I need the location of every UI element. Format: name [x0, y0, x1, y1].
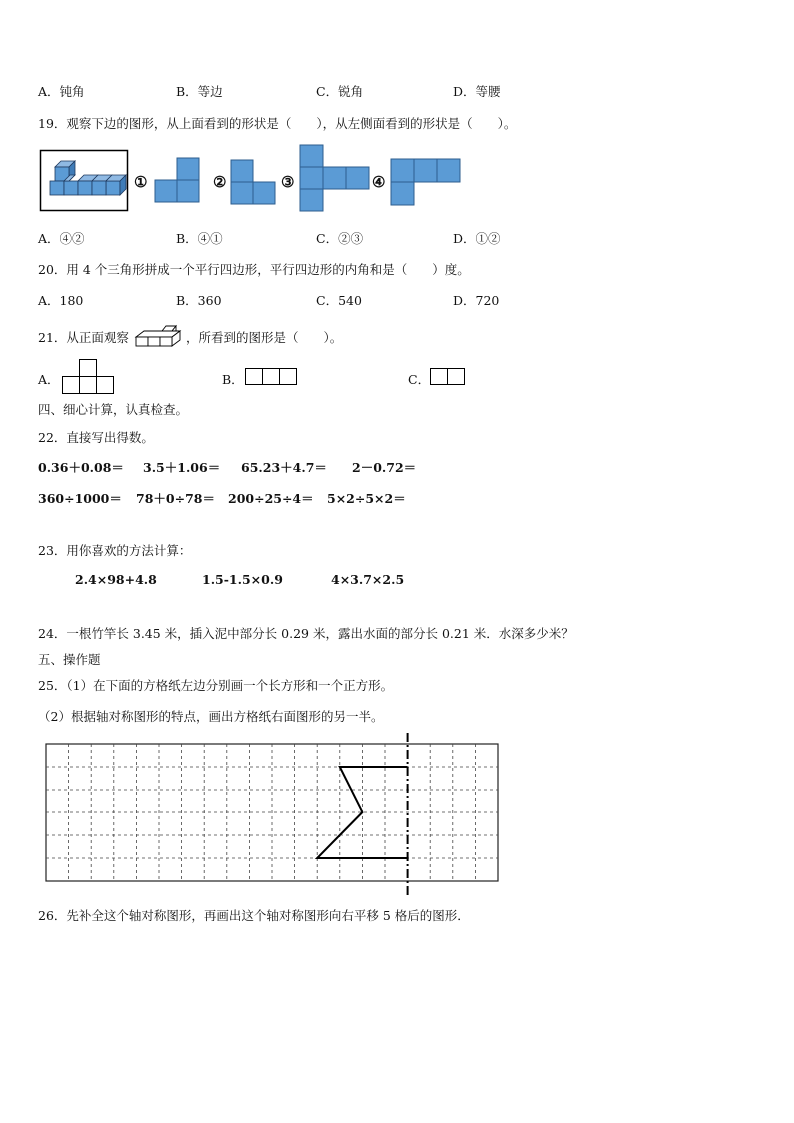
- q21-stem-a: 21．从正面观察: [38, 330, 129, 345]
- q23-item: 1.5-1.5×0.9: [202, 572, 283, 587]
- q21-option-a: A．: [38, 372, 60, 387]
- q21-option-c-figure: [430, 368, 466, 386]
- q24-stem: 24．一根竹竿长 3.45 米，插入泥中部分长 0.29 米，露出水面的部分长 0.21 米．水深多少米？: [38, 626, 574, 641]
- q22-item: 200÷25÷4＝: [228, 491, 314, 506]
- q20-option-a: A．180: [38, 293, 84, 308]
- q18-option-b: B．等边: [176, 84, 223, 99]
- q23-item: 4×3.7×2.5: [331, 572, 405, 587]
- q25-grid-paper: [45, 733, 501, 897]
- q19-label-1: ①: [134, 173, 148, 191]
- q19-view-1: [155, 158, 201, 204]
- q19-view-4: [391, 159, 463, 207]
- q18-option-c: C．锐角: [316, 84, 364, 99]
- q25-part-2: （2）根据轴对称图形的特点，画出方格纸右面图形的另一半。: [38, 709, 384, 724]
- q18-option-d: D．等腰: [453, 84, 501, 99]
- q19-stem: 19．观察下边的图形，从上面看到的形状是（ ），从左侧面看到的形状是（ ）。: [38, 116, 517, 131]
- q21-stem-b: ，所看到的图形是（ ）。: [186, 330, 343, 345]
- q22-item: 78＋0÷78＝: [136, 491, 215, 506]
- q19-label-4: ④: [372, 173, 386, 191]
- q21-option-b: B．: [222, 372, 244, 387]
- q21-solid-figure: [136, 324, 186, 348]
- q19-option-d: D．①②: [453, 231, 501, 246]
- q22-item: 3.5＋1.06＝: [143, 460, 221, 475]
- q23-stem: 23．用你喜欢的方法计算：: [38, 543, 192, 558]
- q21-option-c: C．: [408, 372, 431, 387]
- q19-solid-figure: [40, 150, 128, 212]
- q20-option-c: C．540: [316, 293, 362, 308]
- q22-item: 360÷1000＝: [38, 491, 122, 506]
- q19-option-a: A．④②: [38, 231, 85, 246]
- q19-label-2: ②: [213, 173, 227, 191]
- section-5-heading: 五、操作题: [38, 652, 101, 667]
- q22-item: 5×2÷5×2＝: [327, 491, 406, 506]
- q26-stem: 26．先补全这个轴对称图形，再画出这个轴对称图形向右平移 5 格后的图形．: [38, 908, 470, 923]
- q18-option-a: A．钝角: [38, 84, 85, 99]
- q21-option-b-figure: [245, 368, 299, 386]
- q19-option-b: B．④①: [176, 231, 223, 246]
- q19-option-c: C．②③: [316, 231, 364, 246]
- q23-item: 2.4×98+4.8: [75, 572, 157, 587]
- q22-stem: 22．直接写出得数。: [38, 430, 154, 445]
- q20-option-d: D．720: [453, 293, 500, 308]
- q22-item: 0.36＋0.08＝: [38, 460, 124, 475]
- section-4-heading: 四、细心计算，认真检查。: [38, 402, 189, 417]
- q20-option-b: B．360: [176, 293, 222, 308]
- q22-item: 65.23＋4.7＝: [241, 460, 327, 475]
- q19-view-3: [300, 145, 372, 215]
- q25-part-1: 25．（1）在下面的方格纸左边分别画一个长方形和一个正方形。: [38, 678, 394, 693]
- q19-view-2: [231, 160, 277, 206]
- q21-option-a-figure: [62, 359, 116, 395]
- q19-label-3: ③: [281, 173, 295, 191]
- q22-item: 2－0.72＝: [352, 460, 417, 475]
- q20-stem: 20．用 4 个三角形拼成一个平行四边形，平行四边形的内角和是（ ）度。: [38, 262, 470, 277]
